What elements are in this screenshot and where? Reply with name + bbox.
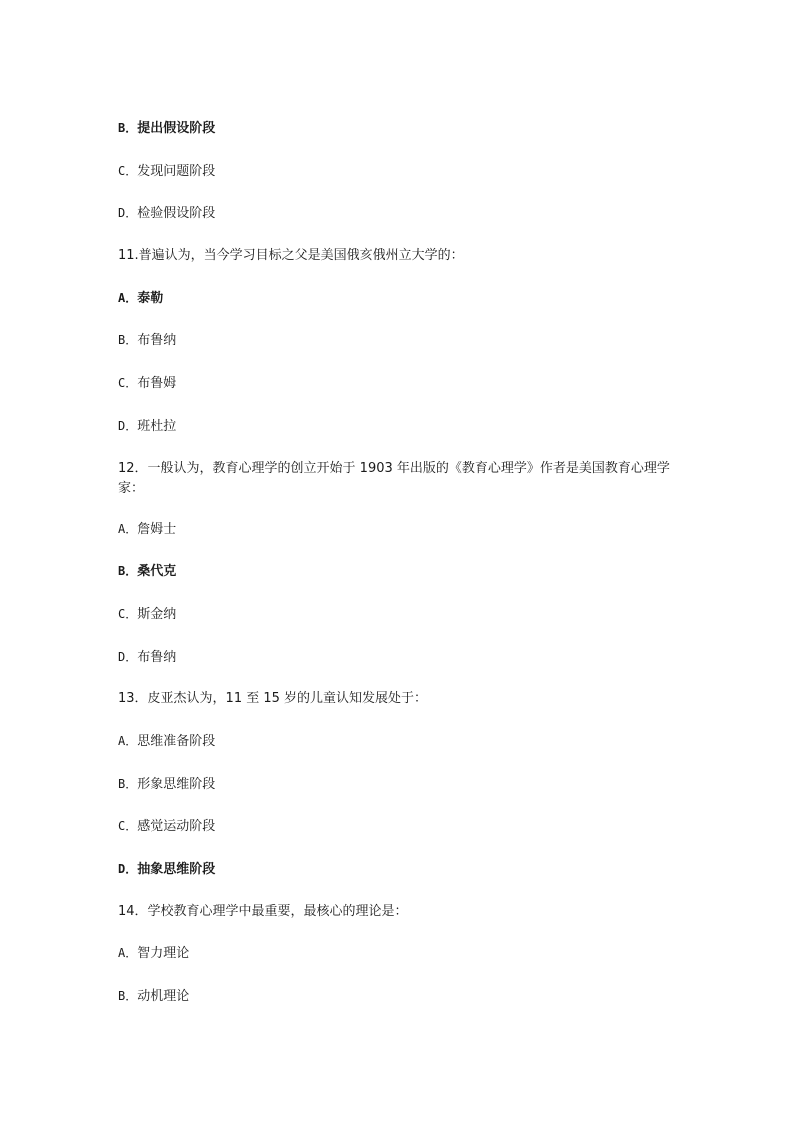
question-13 [118, 689, 678, 709]
option-12-c [118, 604, 678, 625]
option-letter: D． [118, 206, 138, 221]
option-letter: C． [118, 376, 138, 391]
option-text: 思维准备阶段 [137, 733, 216, 749]
option-11-c [118, 373, 678, 394]
option-12-a [118, 519, 678, 540]
option-13-a [118, 731, 678, 752]
question-text: 12．一般认为，教育心理学的创立开始于 1903 年出版的《教育心理学》作者是美国教育心理学家： [118, 460, 670, 496]
option-14-b [118, 986, 678, 1007]
option-text: 形象思维阶段 [137, 776, 216, 792]
option-text: 检验假设阶段 [137, 206, 216, 222]
option-letter: B． [118, 333, 138, 348]
option-10-d [118, 203, 678, 224]
option-text: 桑代克 [137, 564, 177, 580]
question-text: 14．学校教育心理学中最重要，最核心的理论是： [118, 903, 408, 919]
option-text: 布鲁纳 [137, 333, 177, 349]
option-letter: A． [118, 290, 138, 305]
option-14-a [118, 943, 678, 964]
option-11-d [118, 416, 678, 437]
option-letter: B． [118, 121, 138, 135]
option-letter: A． [118, 521, 138, 536]
option-11-b [118, 330, 678, 351]
option-letter: B． [118, 776, 138, 791]
option-13-b [118, 774, 678, 795]
option-12-b [118, 561, 678, 582]
option-letter: D． [118, 649, 138, 664]
option-text: 感觉运动阶段 [137, 819, 216, 835]
question-12 [118, 459, 678, 499]
option-10-b [118, 118, 678, 139]
option-12-d [118, 647, 678, 668]
option-text: 布鲁姆 [137, 376, 177, 392]
document-page [118, 118, 678, 1029]
option-13-d [118, 859, 678, 880]
option-text: 动机理论 [137, 989, 190, 1005]
option-text: 詹姆士 [137, 521, 177, 537]
option-letter: A． [118, 946, 138, 961]
option-letter: C． [118, 819, 138, 834]
option-text: 智力理论 [137, 946, 190, 962]
option-13-c [118, 816, 678, 837]
option-text: 斯金纳 [137, 606, 177, 622]
option-text: 抽象思维阶段 [137, 862, 216, 877]
option-letter: B． [118, 564, 138, 579]
option-text: 布鲁纳 [137, 649, 177, 665]
option-letter: A． [118, 733, 138, 748]
option-letter: C． [118, 163, 138, 178]
option-text: 泰勒 [137, 290, 164, 306]
option-letter: C． [118, 606, 138, 621]
question-14 [118, 902, 678, 922]
option-text: 发现问题阶段 [137, 163, 216, 179]
option-letter: D． [118, 418, 138, 433]
option-10-c [118, 161, 678, 182]
option-text: 提出假设阶段 [137, 121, 216, 136]
option-letter: D． [118, 862, 138, 876]
question-11 [118, 246, 678, 266]
option-11-a [118, 288, 678, 309]
option-text: 班杜拉 [137, 418, 177, 434]
question-text: 11.普遍认为，当今学习目标之父是美国俄亥俄州立大学的： [118, 248, 464, 264]
question-text: 13．皮亚杰认为，11 至 15 岁的儿童认知发展处于： [118, 691, 428, 707]
option-letter: B． [118, 989, 138, 1004]
